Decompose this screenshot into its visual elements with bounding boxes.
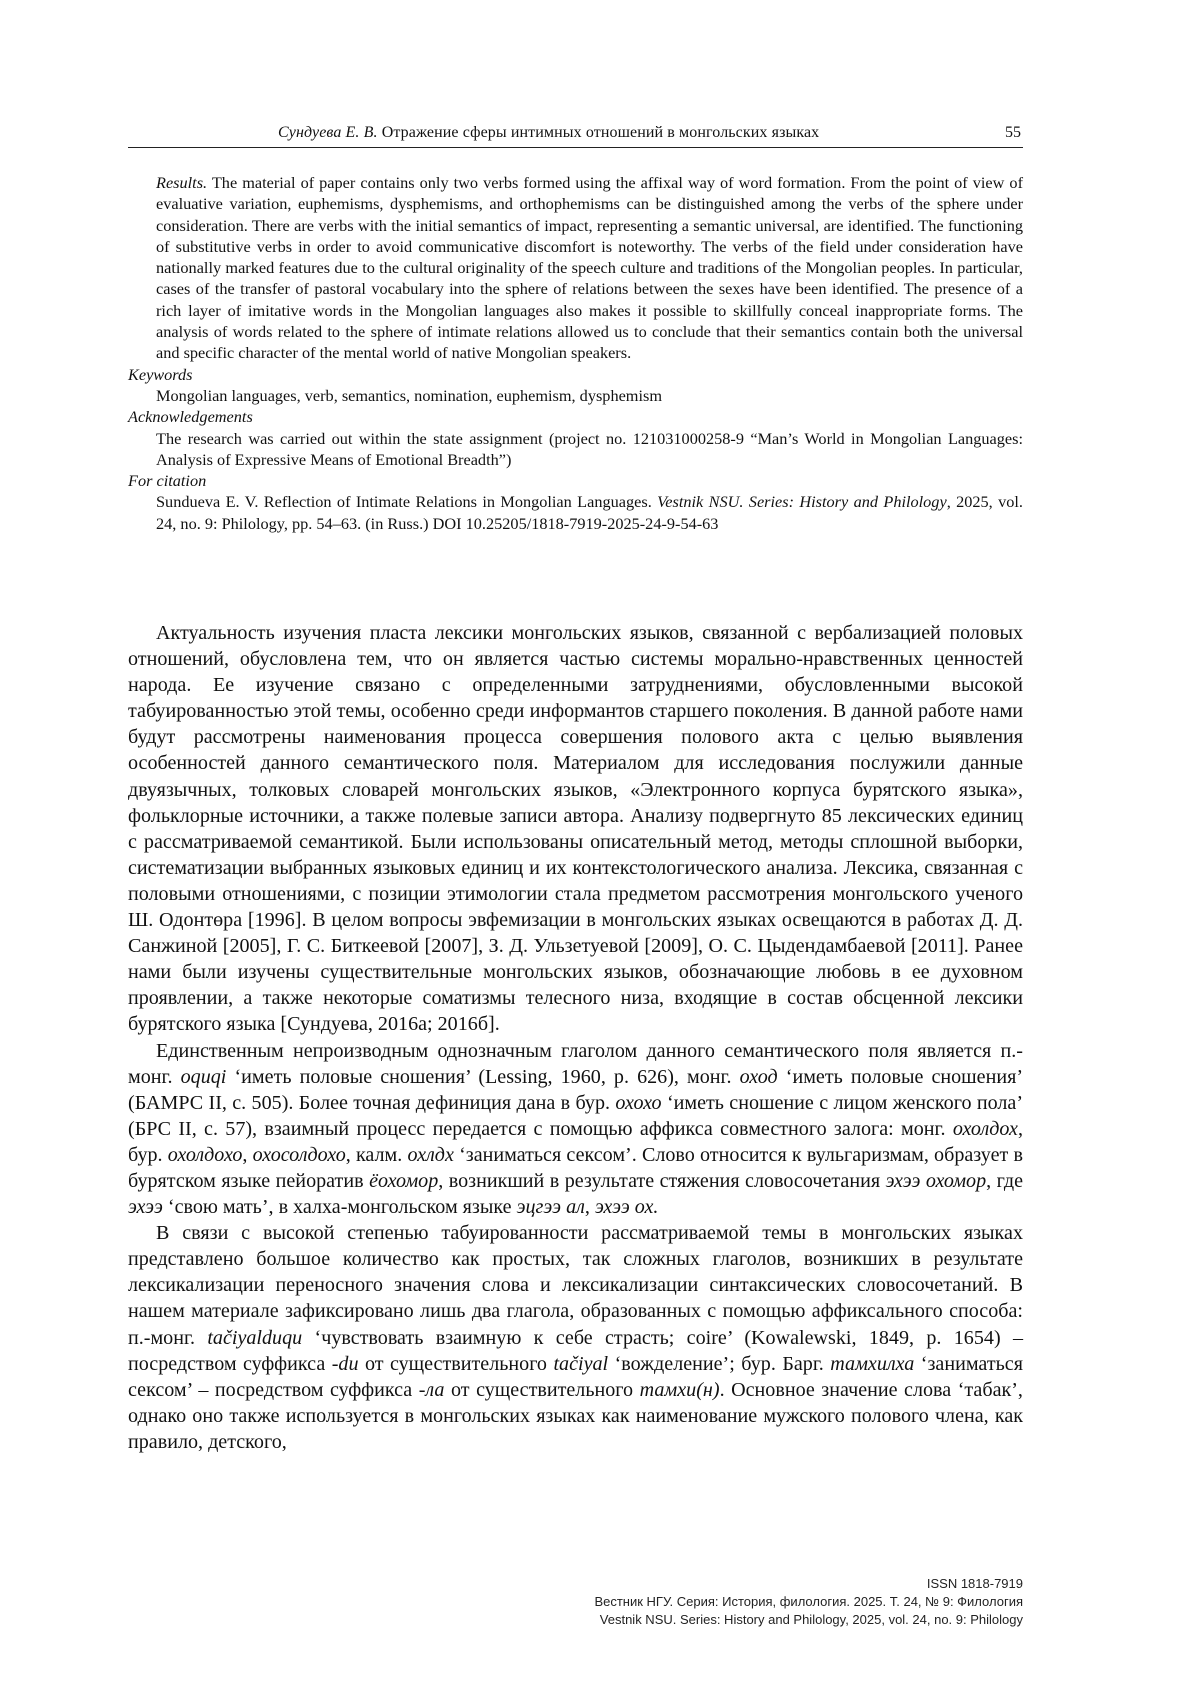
p2-text: ‘иметь половые сношения’ (Lessing, 1960, p. 626), монг.: [234, 1065, 732, 1088]
abstract: [128, 172, 1023, 534]
p2-text: , где: [986, 1169, 1024, 1192]
p3-term: -ла: [418, 1378, 445, 1401]
p3-text: В связи с высокой степенью табуированности рассматриваемой темы в монгольских языках представлено большое количество как простых, так сложных глаголов, возникших в результате лексикализации переносного значения слова и лексикализации синтаксических словосочетаний. В нашем материале зафиксировано лишь два глагола, образованных с помощью аффиксального способа: п.-монг.: [128, 1222, 1023, 1349]
p2-term: эхээ ох.: [594, 1196, 659, 1219]
citation-text: [156, 491, 1023, 534]
ack-text: The research was carried out within the state assignment (project no. 121031000258-9 “Man’s World in Mongolian Languages: Analysis of Expressive Means of Emotional Breadth”): [156, 428, 1023, 469]
footer-ru-line: Вестник НГУ. Серия: История, филология. 2025. Т. 24, № 9: Филология: [594, 1594, 1023, 1609]
p3-term: tačiyalduqu: [207, 1326, 303, 1349]
p2-text: , возникший в результате стяжения словосочетания: [438, 1169, 881, 1192]
footer-en-line: Vestnik NSU. Series: History and Philology, 2025, vol. 24, no. 9: Philology: [599, 1612, 1023, 1627]
p2-term: оход: [739, 1065, 778, 1088]
p3-text: ‘вожделение’; бур. Барг.: [614, 1352, 824, 1375]
p3-text: от существительного: [451, 1378, 634, 1401]
p2-term: охолдохо: [167, 1143, 243, 1166]
p3-text: ‘заниматься сексом’ – посредством суффикса: [128, 1352, 1023, 1401]
results-text: The material of paper contains only two verbs formed using the affixal way of word formation. From the point of view of evaluative variation, euphemisms, dysphemisms, and orthophemisms can be distinguished among the verbs of the sphere under consideration. There are verbs with the initial semantics of impact, representing a semantic universal, are identified. The functioning of substitutive verbs in order to avoid communicative discomfort is noteworthy. The verbs of the field under consideration have nationally marked features due to the cultural originality of the speech culture and traditions of the Mongolian peoples. In particular, cases of the transfer of pastoral vocabulary into the sphere of relations between the sexes have been identified. The presence of a rich layer of imitative words in the Mongolian languages also makes it possible to skillfully conceal inappropriate forms. The analysis of words related to the sphere of intimate relations allowed us to conclude that their semantics contain both the universal and specific character of the mental world of native Mongolian speakers.: [156, 173, 1023, 363]
abstract-results: [156, 172, 1023, 364]
p2-term: охосолдохо: [252, 1143, 346, 1166]
paragraph-3: [128, 1220, 1023, 1455]
citation-label: For citation: [128, 471, 207, 491]
citation-post: , 2025, vol. 24, no. 9: Philology, pp. 54–63. (in Russ.) DOI 10.25205/1818-7919-2025-24-9-54-63: [156, 492, 1023, 533]
footer: [594, 1575, 1023, 1629]
p2-term: эхээ охомор: [885, 1169, 987, 1192]
p2-term: ёохомор: [369, 1169, 439, 1192]
running-header: [128, 123, 1023, 148]
header-title-line: [278, 124, 819, 142]
page-number: 55: [1005, 124, 1021, 141]
p2-term: охолдох: [952, 1117, 1018, 1140]
p2-text: , бур.: [128, 1117, 1023, 1166]
keywords-label: Keywords: [128, 364, 193, 384]
p2-text: ,: [584, 1196, 590, 1219]
p3-term: тамхилха: [830, 1352, 915, 1375]
citation-journal: Vestnik NSU. Series: History and Philology: [657, 492, 947, 512]
paragraph-1: Актуальность изучения пласта лексики монгольских языков, связанной с вербализацией половых отношений, обусловлена тем, что он является частью системы морально-нравственных ценностей народа. Ее изучение связано с определенными затруднениями, обусловленными высокой табуированностью этой темы, особенно среди информантов старшего поколения. В данной работе нами будут рассмотрены наименования процесса совершения полового акта с целью выявления особенностей данного семантического поля. Материалом для исследования послужили данные двуязычных, толковых словарей монгольских языков, «Электронного корпуса бурятского языка», фольклорные источники, а также полевые записи автора. Анализу подвергнуто 85 лексических единиц с рассматриваемой семантикой. Были использованы описательный метод, методы сплошной выборки, систематизации выбранных языковых единиц и их контекстологического анализа. Лексика, связанная с половыми отношениями, с позиции этимологии стала предметом рассмотрения монгольского ученого Ш. Одонтөра [1996]. В целом вопросы эвфемизации в монгольских языках освещаются в работах Д. Д. Санжиной [2005], Г. С. Биткеевой [2007], З. Д. Ульзетуевой [2009], О. С. Цыдендамбаевой [2011]. Ранее нами были изучены существительные монгольских языков, обозначающие любовь в ее духовном проявлении, а также некоторые соматизмы телесного низа, входящие в состав обсценной лексики бурятского языка [Сундуева, 2016а; 2016б].: [128, 622, 1023, 1036]
p2-text: Единственным непроизводным однозначным глаголом данного семантического поля является п.-монг.: [128, 1039, 1023, 1088]
p3-term: tačiyal: [553, 1352, 609, 1375]
p2-text: ‘иметь половые сношения’ (БАМРС II, с. 505). Более точная дефиниция дана в бур.: [128, 1065, 1024, 1114]
footer-issn: ISSN 1818-7919: [926, 1576, 1023, 1591]
p3-text: ‘чувствовать взаимную к себе страсть; coire’ (Kowalewski, 1849, p. 1654) – посредством суффикса: [128, 1326, 1024, 1375]
p2-text: ‘свою мать’, в халха-монгольском языке: [167, 1196, 512, 1219]
p2-term: эцгээ ал: [516, 1196, 585, 1219]
paragraph-2: [128, 1038, 1023, 1221]
p2-text: , калм.: [345, 1143, 403, 1166]
p3-term: -du: [331, 1352, 359, 1375]
p3-term: тамхи(н): [639, 1378, 720, 1401]
p2-term: охлдх: [407, 1143, 454, 1166]
p2-term: oquqi: [180, 1065, 227, 1088]
header-title: Отражение сферы интимных отношений в монгольских языках: [381, 124, 820, 141]
p2-text: ‘иметь сношение с лицом женского пола’ (БРС II, с. 57), взаимный процесс передается с помощью аффикса совместного залога: монг.: [128, 1091, 1024, 1140]
p2-term: эхээ: [128, 1196, 163, 1219]
results-label: Results.: [156, 173, 208, 192]
p3-text: . Основное значение слова ‘табак’, однако оно также используется в монгольских языках как наименование мужского полового члена, как правило, детского,: [128, 1378, 1023, 1453]
keywords-text: Mongolian languages, verb, semantics, nomination, euphemism, dysphemism: [156, 385, 662, 405]
p2-text: ‘заниматься сексом’. Слово относится к вульгаризмам, образует в бурятском языке пейоратив: [128, 1143, 1023, 1192]
p2-text: ,: [242, 1143, 248, 1166]
body-text: [128, 620, 1023, 1455]
ack-label: Acknowledgements: [128, 407, 253, 427]
p3-text: от существительного: [364, 1352, 547, 1375]
header-author: Сундуева Е. В.: [278, 124, 378, 141]
citation-pre: Sundueva E. V. Reflection of Intimate Relations in Mongolian Languages.: [156, 492, 652, 512]
p2-term: охохо: [615, 1091, 662, 1114]
